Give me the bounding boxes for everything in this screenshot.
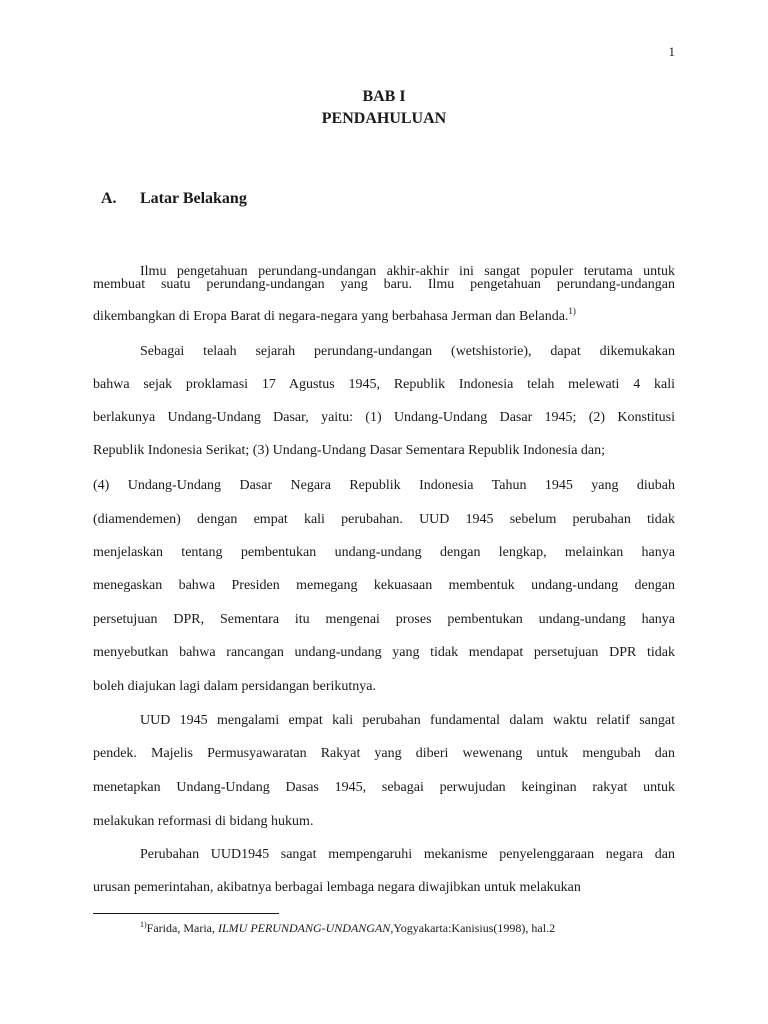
footnote-marker: 1) bbox=[140, 920, 147, 929]
body-line: melakukan reformasi di bidang hukum. bbox=[93, 814, 314, 829]
body-line: UUD 1945 mengalami empat kali perubahan fundamental dalam waktu relatif sangat bbox=[140, 713, 675, 728]
page-number: 1 bbox=[668, 44, 675, 59]
footnote-authors: Farida, Maria, bbox=[146, 921, 218, 935]
section-letter: A. bbox=[101, 190, 117, 207]
footnote-publisher: ,Yogyakarta:Kanisius(1998), hal.2 bbox=[390, 921, 556, 935]
body-line: membuat suatu perundang-undangan yang baru. Ilmu pengetahuan perundang-undangan bbox=[93, 277, 675, 292]
chapter-heading bbox=[0, 86, 768, 130]
body-line: menetapkan Undang-Undang Dasas 1945, sebagai perwujudan keinginan rakyat untuk bbox=[93, 780, 675, 795]
body-line: (diamendemen) dengan empat kali perubahan. UUD 1945 sebelum perubahan tidak bbox=[93, 512, 675, 527]
body-line: berlakunya Undang-Undang Dasar, yaitu: (1) Undang-Undang Dasar 1945; (2) Konstitusi bbox=[93, 410, 675, 425]
body-line: menyebutkan bahwa rancangan undang-undang yang tidak mendapat persetujuan DPR tidak bbox=[93, 645, 675, 660]
chapter-label: BAB I bbox=[362, 88, 406, 105]
body-line: boleh diajukan lagi dalam persidangan berikutnya. bbox=[93, 679, 377, 694]
body-line: menegaskan bahwa Presiden memegang kekuasaan membentuk undang-undang dengan bbox=[93, 578, 675, 593]
chapter-title: PENDAHULUAN bbox=[321, 110, 447, 127]
body-line: persetujuan DPR, Sementara itu mengenai proses pembentukan undang-undang hanya bbox=[93, 612, 675, 627]
body-line: Perubahan UUD1945 sangat mempengaruhi mekanisme penyelenggaraan negara dan bbox=[140, 847, 675, 862]
footnote bbox=[140, 920, 555, 936]
footnote-book-title: ILMU PERUNDANG-UNDANGAN bbox=[217, 921, 391, 935]
body-line: Sebagai telaah sejarah perundang-undangan (wetshistorie), dapat dikemukakan bbox=[140, 344, 675, 359]
body-line: bahwa sejak proklamasi 17 Agustus 1945, Republik Indonesia telah melewati 4 kali bbox=[93, 377, 675, 392]
body-line: Ilmu pengetahuan perundang-undangan akhir-akhir ini sangat populer terutama untuk bbox=[140, 264, 675, 279]
body-line-text: dikembangkan di Eropa Barat di negara-negara yang berbahasa Jerman dan Belanda. bbox=[93, 309, 569, 324]
body-line: urusan pemerintahan, akibatnya berbagai lembaga negara diwajibkan untuk melakukan bbox=[93, 880, 581, 895]
body-line: menjelaskan tentang pembentukan undang-undang dengan lengkap, melainkan hanya bbox=[93, 545, 675, 560]
footnote-separator bbox=[93, 913, 279, 914]
body-line: (4) Undang-Undang Dasar Negara Republik Indonesia Tahun 1945 yang diubah bbox=[93, 478, 675, 493]
section-title: Latar Belakang bbox=[140, 190, 247, 207]
footnote-reference: 1) bbox=[568, 306, 576, 316]
section-heading bbox=[101, 189, 247, 209]
body-line: Republik Indonesia Serikat; (3) Undang-Undang Dasar Sementara Republik Indonesia dan; bbox=[93, 443, 606, 458]
body-line bbox=[93, 308, 675, 326]
body-line: pendek. Majelis Permusyawaratan Rakyat yang diberi wewenang untuk mengubah dan bbox=[93, 746, 675, 761]
